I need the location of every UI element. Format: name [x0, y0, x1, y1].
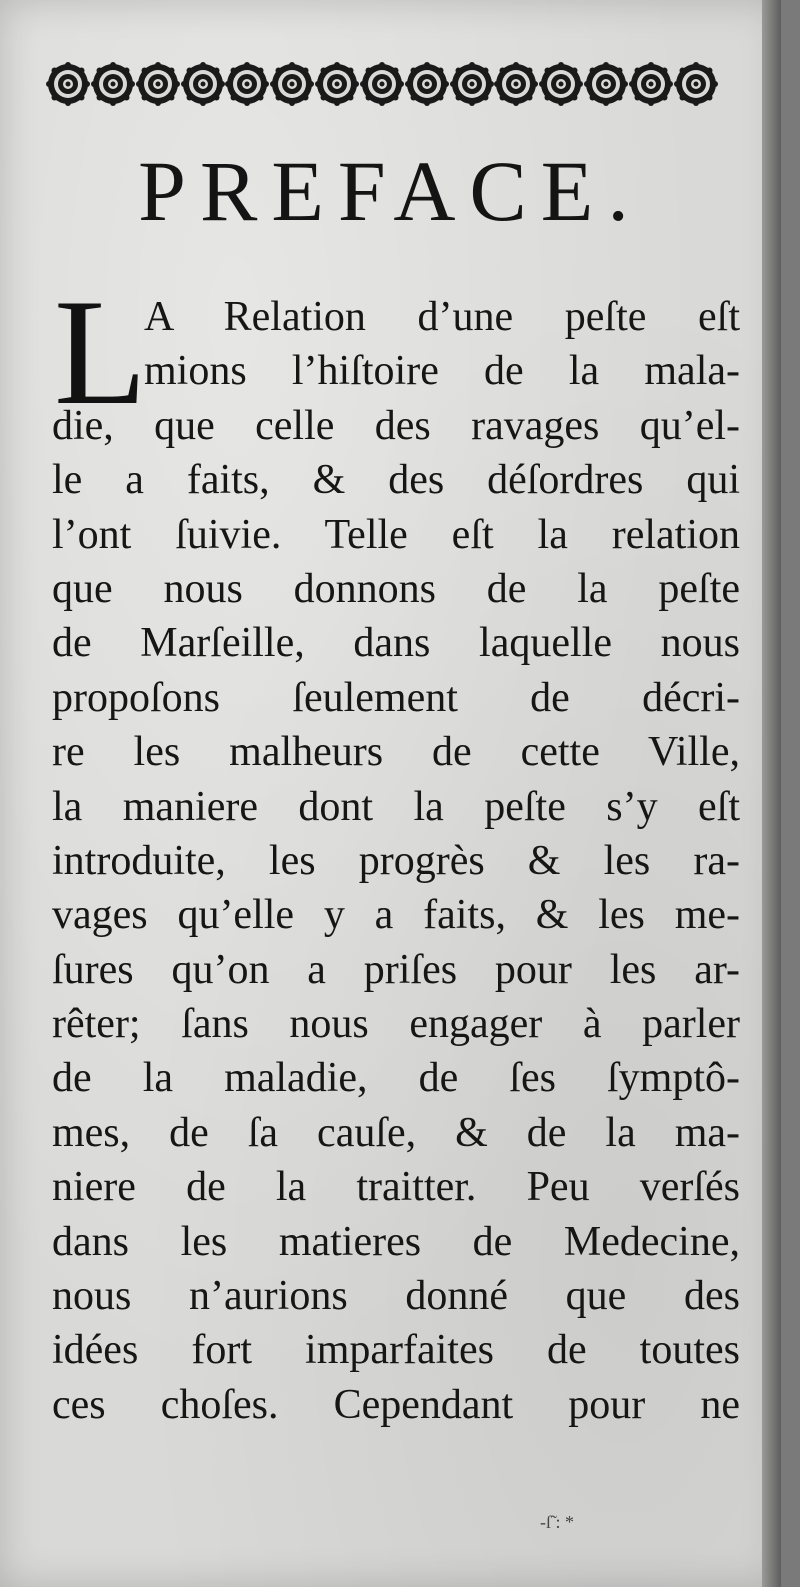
rosette-icon — [91, 62, 135, 110]
rosette-icon — [315, 62, 359, 110]
rosette-icon — [539, 62, 583, 110]
text-line: rêter; ſans nous engager à parler — [52, 1001, 740, 1048]
rosette-icon — [225, 62, 269, 110]
text-line: mes, de ſa cauſe, & de la ma- — [52, 1109, 740, 1156]
text-line: la maniere dont la peſte s’y eſt — [52, 783, 740, 830]
rosette-icon — [629, 62, 673, 110]
text-line: de la maladie, de ſes ſymptô- — [52, 1055, 740, 1102]
text-line: re les malheurs de cette Ville, — [52, 729, 740, 776]
page-title: PREFACE. — [138, 143, 643, 239]
rosette-icon — [405, 62, 449, 110]
ornamental-border — [46, 58, 718, 114]
text-line: dans les matieres de Medecine, — [52, 1218, 740, 1265]
text-line: l’ont ſuivie. Telle eſt la relation — [52, 511, 740, 558]
rosette-icon — [584, 62, 628, 110]
text-line: vages qu’elle y a faits, & les me- — [52, 892, 740, 939]
rosette-icon — [494, 62, 538, 110]
text-line: A Relation d’une peſte eſt — [144, 294, 740, 340]
rosette-icon — [360, 62, 404, 110]
rosette-icon — [450, 62, 494, 110]
catchword-mark: -ſ̃ : * — [540, 1512, 574, 1532]
rosette-icon — [674, 62, 718, 110]
rosette-icon — [46, 62, 90, 110]
text-line: que nous donnons de la peſte — [52, 565, 740, 612]
text-line: introduite, les progrès & les ra- — [52, 837, 740, 884]
text-line: propoſons ſeulement de décri- — [52, 674, 740, 721]
text-line: nous n’aurions donné que des — [52, 1273, 740, 1320]
text-line: le a faits, & des déſordres qui — [52, 457, 740, 504]
text-line: die, que celle des ravages qu’el- — [52, 402, 740, 449]
text-line: ſures qu’on a priſes pour les ar- — [52, 946, 740, 993]
text-line: mions l’hiſtoire de la mala- — [144, 348, 740, 395]
text-line: idées fort imparfaites de toutes — [52, 1327, 740, 1374]
rosette-icon — [270, 62, 314, 110]
body-text — [52, 290, 740, 1432]
rosette-icon — [136, 62, 180, 110]
rosette-icon — [181, 62, 225, 110]
page-edge — [762, 0, 781, 1587]
text-line: niere de la traitter. Peu verſés — [52, 1164, 740, 1211]
text-line: ces choſes. Cependant pour ne — [52, 1381, 740, 1428]
text-line: de Marſeille, dans laquelle nous — [52, 620, 740, 667]
drop-cap: L — [54, 268, 147, 436]
